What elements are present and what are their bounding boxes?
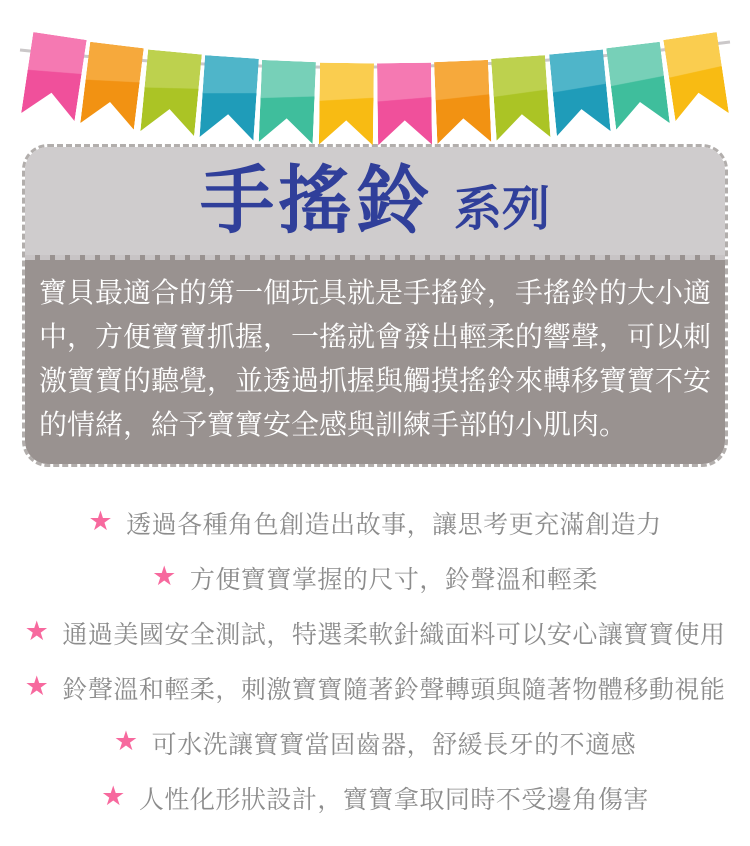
feature-text: 鈴聲溫和輕柔，刺激寶寶隨著鈴聲轉頭與隨著物體移動視能 (62, 675, 726, 704)
feature-item (0, 715, 750, 770)
feature-text: 人性化形狀設計，寶寶拿取同時不受邊角傷害 (138, 785, 649, 814)
feature-item (0, 605, 750, 660)
series-card (22, 144, 728, 467)
intro-box (25, 255, 725, 464)
feature-item (0, 550, 750, 605)
feature-list (0, 495, 750, 825)
star-icon: ★ (101, 781, 126, 811)
feature-item (0, 770, 750, 825)
series-title: 手搖鈴 (199, 159, 434, 242)
feature-text: 可水洗讓寶寶當固齒器，舒緩長牙的不適感 (151, 730, 637, 759)
bunting-banner (0, 0, 750, 132)
bunting-flag-yellow (318, 62, 373, 145)
feature-text: 通過美國安全測試，特選柔軟針織面料可以安心讓寶寶使用 (62, 620, 726, 649)
star-icon: ★ (24, 616, 50, 646)
feature-text: 方便寶寶掌握的尺寸，鈴聲溫和輕柔 (189, 565, 598, 594)
feature-item (0, 495, 750, 550)
star-icon: ★ (113, 726, 139, 756)
series-title-box (25, 147, 725, 255)
bunting-flag-pink (377, 62, 432, 145)
star-icon: ★ (88, 506, 114, 536)
star-icon: ★ (152, 561, 177, 591)
star-icon: ★ (24, 671, 50, 701)
intro-paragraph: 寶貝最適合的第一個玩具就是手搖鈴，手搖鈴的大小適中，方便寶寶抓握，一搖就會發出輕柔的響聲，可以刺激寶寶的聽覺，並透過抓握與觸摸搖鈴來轉移寶寶不安的情緒，給予寶寶安全感與訓練手部的小肌肉。 (39, 277, 712, 440)
feature-text: 透過各種角色創造出故事，讓思考更充滿創造力 (126, 510, 662, 539)
feature-item (0, 660, 750, 715)
series-subtitle: 系列 (453, 183, 550, 236)
